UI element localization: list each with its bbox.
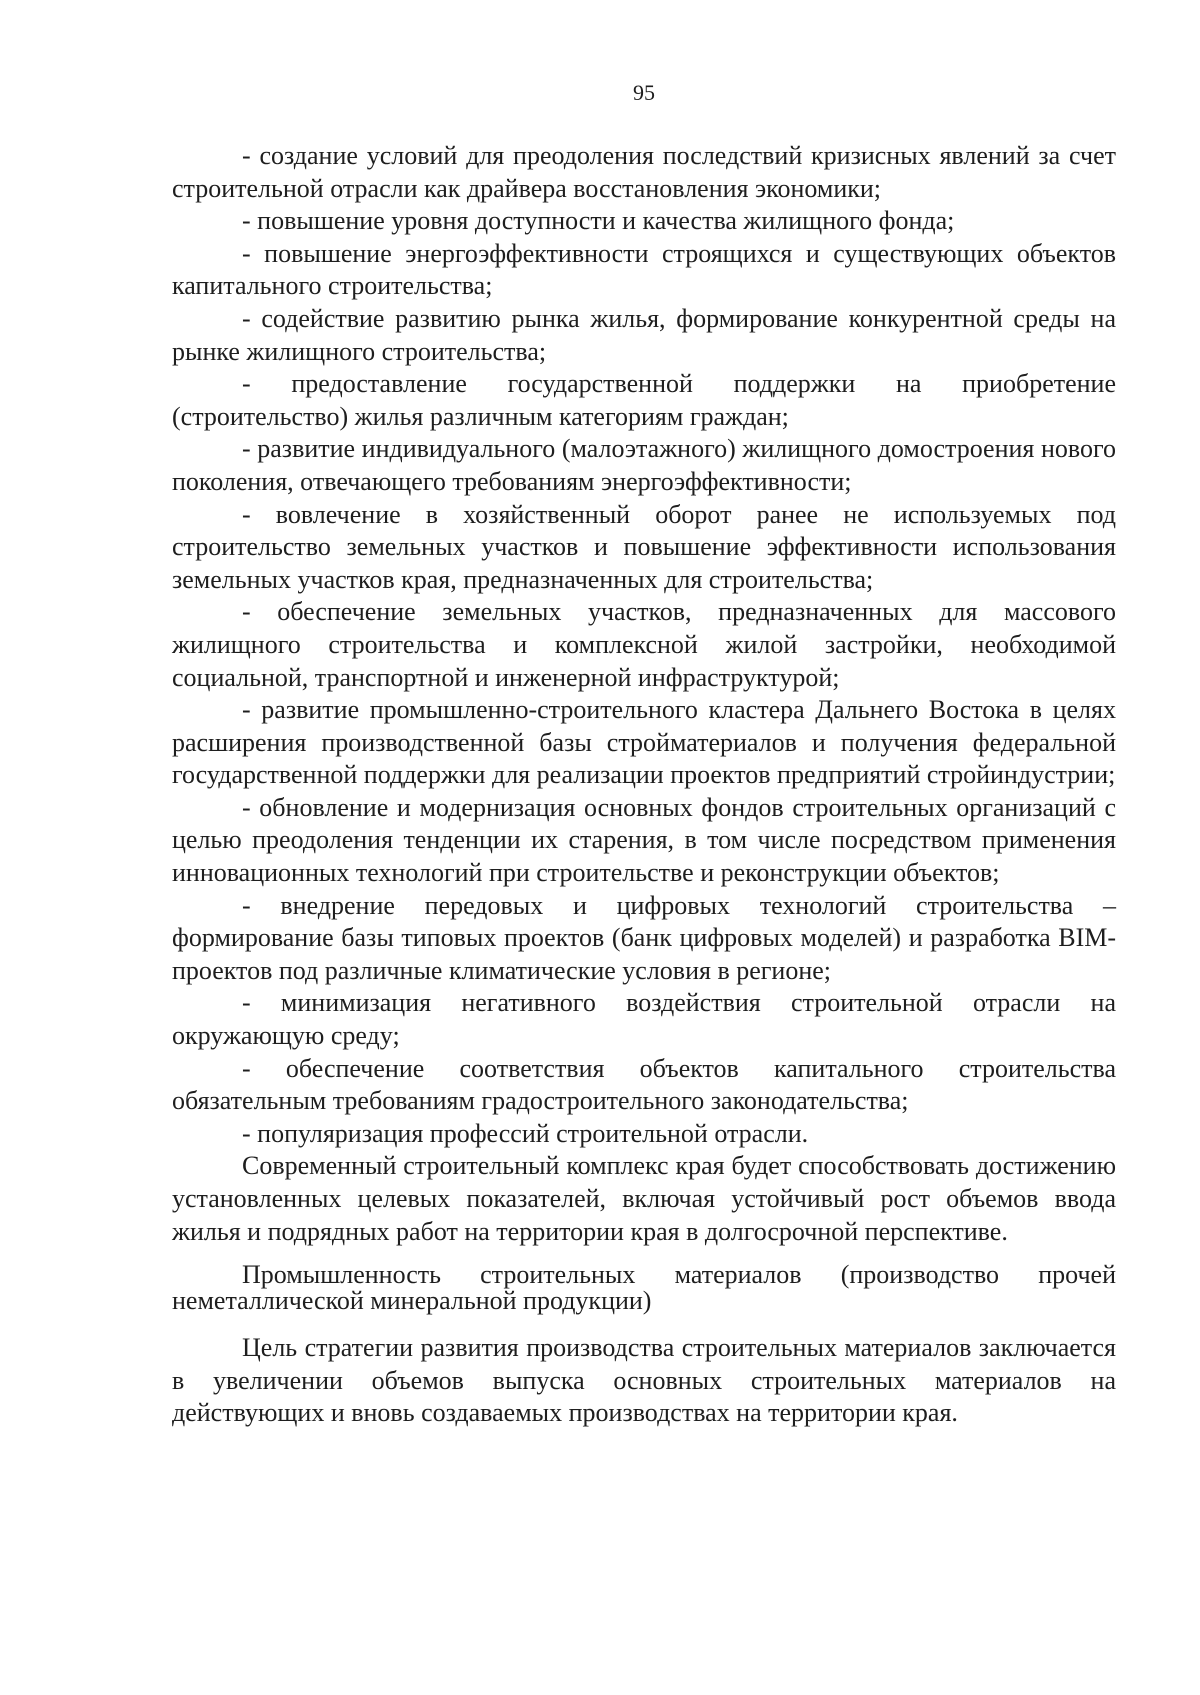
list-item: - создание условий для преодоления последствий кризисных явлений за счет строительной отрасли как драйвера восстановления экономики; <box>172 141 1116 203</box>
list-item: - популяризация профессий строительной отрасли. <box>242 1118 809 1148</box>
list-item: - повышение энергоэффективности строящихся и существующих объектов капитального строительства; <box>172 238 1116 301</box>
goal-paragraph: Цель стратегии развития производства строительных материалов заключается в увеличении объемов выпуска основных строительных материалов на действующих и вновь создаваемых производствах на территории края. <box>172 1333 1116 1428</box>
list-item: - обеспечение соответствия объектов капитального строительства обязательным требованиям градостроительного законодательства; <box>172 1053 1116 1116</box>
list-item: - минимизация негативного воздействия строительной отрасли на окружающую среду; <box>172 988 1116 1051</box>
list-item: - развитие индивидуального (малоэтажного) жилищного домостроения нового поколения, отвечающего требованиям энергоэффективности; <box>172 434 1116 496</box>
list-item: - развитие промышленно-строительного кластера Дальнего Востока в целях расширения производственной базы стройматериалов и получения федеральной государственной поддержки для реализации проектов предприятий стройиндустрии; <box>172 695 1116 790</box>
list-item: - вовлечение в хозяйственный оборот ранее не используемых под строительство земельных участков и повышение эффективности использования земельных участков края, предназначенных для строительства; <box>172 499 1116 594</box>
list-item: - обеспечение земельных участков, предназначенных для массового жилищного строительства и комплексной жилой застройки, необходимой социальной, транспортной и инженерной инфраструктурой; <box>172 597 1116 692</box>
summary-paragraph: Современный строительный комплекс края будет способствовать достижению установленных целевых показателей, включая устойчивый рост объемов ввода жилья и подрядных работ на территории края в долгосрочной перспективе. <box>172 1151 1116 1246</box>
list-item: - предоставление государственной поддержки на приобретение (строительство) жилья различным категориям граждан; <box>172 369 1116 431</box>
list-item: - содействие развитию рынка жилья, формирование конкурентной среды на рынке жилищного строительства; <box>172 303 1116 366</box>
section-heading: Промышленность строительных материалов (производство прочей неметаллической минеральной продукции) <box>172 1260 1116 1316</box>
document-body <box>172 140 1116 1430</box>
page-number: 95 <box>633 80 655 105</box>
list-item: - повышение уровня доступности и качества жилищного фонда; <box>242 206 955 236</box>
list-item: - обновление и модернизация основных фондов строительных организаций с целью преодоления тенденции их старения, в том числе посредством применения инновационных технологий при строительстве и реконструкции объектов; <box>172 792 1116 888</box>
list-item: - внедрение передовых и цифровых технологий строительства – формирование базы типовых проектов (банк цифровых моделей) и разработка BIM-проектов под различные климатические условия в регионе; <box>172 890 1116 985</box>
